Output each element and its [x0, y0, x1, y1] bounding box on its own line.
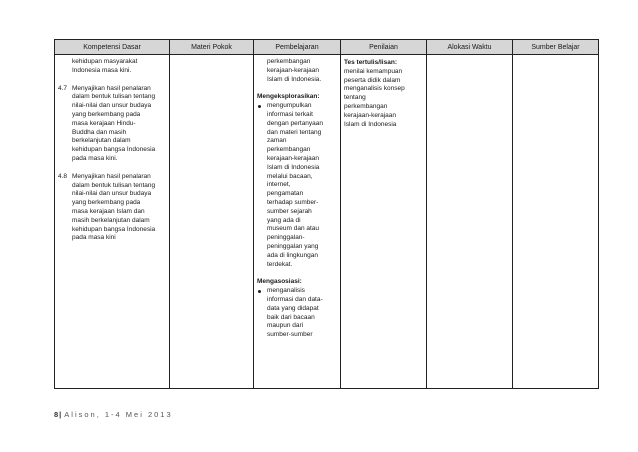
kd-number: 4.7 [58, 84, 68, 92]
kd-item [58, 85, 166, 164]
syllabus-table [54, 39, 599, 389]
text-line: Menyajikan hasil penalaran [72, 84, 151, 92]
text-line: yang berkembang pada [72, 199, 141, 207]
text-line: kehidupan masyarakat [72, 58, 138, 65]
header-row [55, 40, 599, 55]
text-line: pengamatan [267, 190, 304, 198]
text-line: masa kerajaan Hindu- [72, 119, 136, 127]
page-footer [54, 410, 173, 419]
cell-pembelajaran [254, 55, 341, 389]
kd-continued [58, 58, 166, 76]
text-line: ada di lingkungan [267, 251, 318, 259]
text-line: terhadap sumber- [267, 198, 319, 206]
text-line: yang ada di [267, 216, 301, 224]
text-line: sumber-sumber [267, 331, 313, 339]
cell-materi-pokok [170, 55, 254, 389]
cell-alokasi-waktu [427, 55, 513, 389]
text-line: peninggalan- [267, 234, 305, 242]
text-line: masih berkelanjutan dalam [72, 216, 150, 224]
text-line: zaman [267, 137, 287, 145]
text-line: kerajaan-kerajaan [344, 111, 397, 119]
text-line: Indonesia masa kini. [72, 66, 132, 74]
text-line: terdekat. [267, 260, 293, 268]
text-line: internet, [267, 181, 291, 189]
text-line: pada masa kini. [72, 154, 118, 162]
text-line: berkelanjutan dalam [72, 137, 131, 145]
text-line: mengumpulkan [267, 102, 312, 110]
text-line: dalam bentuk tulisan tentang [72, 93, 156, 101]
mengeksplorasi-item [257, 102, 337, 269]
bullet-icon [258, 105, 261, 108]
text-line: baik dari bacaan [267, 313, 315, 321]
text-line: museum dan atau [267, 225, 320, 233]
text-line: kerajaan-kerajaan [267, 154, 320, 162]
text-line: informasi dan data- [267, 295, 323, 303]
mengasosiasi-item [257, 287, 337, 340]
text-line: peserta didik dalam [344, 76, 401, 84]
text-line: dengan pertanyaan [267, 119, 324, 127]
text-line: perkembangan [267, 58, 311, 65]
text-line: tentang [344, 94, 366, 102]
bullet-icon [258, 290, 261, 293]
text-line: masa kerajaan Islam dan [72, 207, 145, 215]
text-line: menilai kemampuan [344, 67, 403, 75]
text-line: Islam di Indonesia [267, 163, 320, 171]
kd-item [58, 173, 166, 243]
text-line: Islam di Indonesia. [267, 75, 322, 83]
footer-separator: | [59, 410, 62, 419]
text-line: kehidupan bangsa Indonesia [72, 146, 156, 154]
text-line: dan materi tentang [267, 128, 322, 136]
cell-kompetensi-dasar [55, 55, 170, 389]
text-line: informasi terkait [267, 110, 313, 118]
header-penilaian: Penilaian [341, 40, 427, 55]
text-line: dalam bentuk tulisan tentang [72, 181, 156, 189]
penilaian-title: Tes tertulis/lisan: [344, 59, 397, 66]
table-row [55, 55, 599, 389]
text-line: menganalisis konsep [344, 85, 405, 93]
text-line: menganalisis [267, 287, 305, 295]
cell-penilaian [341, 55, 427, 389]
footer-text: Alison, 1-4 Mei 2013 [64, 410, 173, 419]
header-materi-pokok: Materi Pokok [170, 40, 254, 55]
header-kompetensi-dasar: Kompetensi Dasar [55, 40, 170, 55]
text-line: peninggalan yang [267, 242, 319, 250]
text-line: melalui bacaan, [267, 172, 313, 180]
text-line: pada masa kini [72, 234, 116, 242]
mengasosiasi-title: Mengasosiasi: [257, 278, 302, 286]
text-line: yang berkembang pada [72, 110, 141, 118]
text-line: nilai-nilai dan unsur budaya [72, 190, 152, 198]
cell-sumber-belajar [513, 55, 599, 389]
text-line: kerajaan-kerajaan [267, 66, 320, 74]
text-line: data yang didapat [267, 304, 319, 312]
kd-number: 4.8 [58, 172, 68, 180]
mengeksplorasi-title: Mengeksplorasikan: [257, 93, 320, 101]
text-line: nilai-nilai dan unsur budaya [72, 102, 152, 110]
text-line: Buddha dan masih [72, 128, 127, 136]
text-line: sumber sejarah [267, 207, 312, 215]
page-number: 8 [54, 410, 59, 419]
text-line: Menyajikan hasil penalaran [72, 172, 151, 180]
pb-continued [257, 58, 337, 84]
header-sumber-belajar: Sumber Belajar [513, 40, 599, 55]
text-line: maupun dari [267, 322, 304, 330]
text-line: perkembangan [267, 146, 311, 154]
text-line: kehidupan bangsa Indonesia [72, 225, 156, 233]
header-pembelajaran: Pembelajaran [254, 40, 341, 55]
text-line: perkembangan [344, 102, 388, 110]
header-alokasi-waktu: Alokasi Waktu [427, 40, 513, 55]
text-line: Islam di Indonesia [344, 120, 397, 128]
